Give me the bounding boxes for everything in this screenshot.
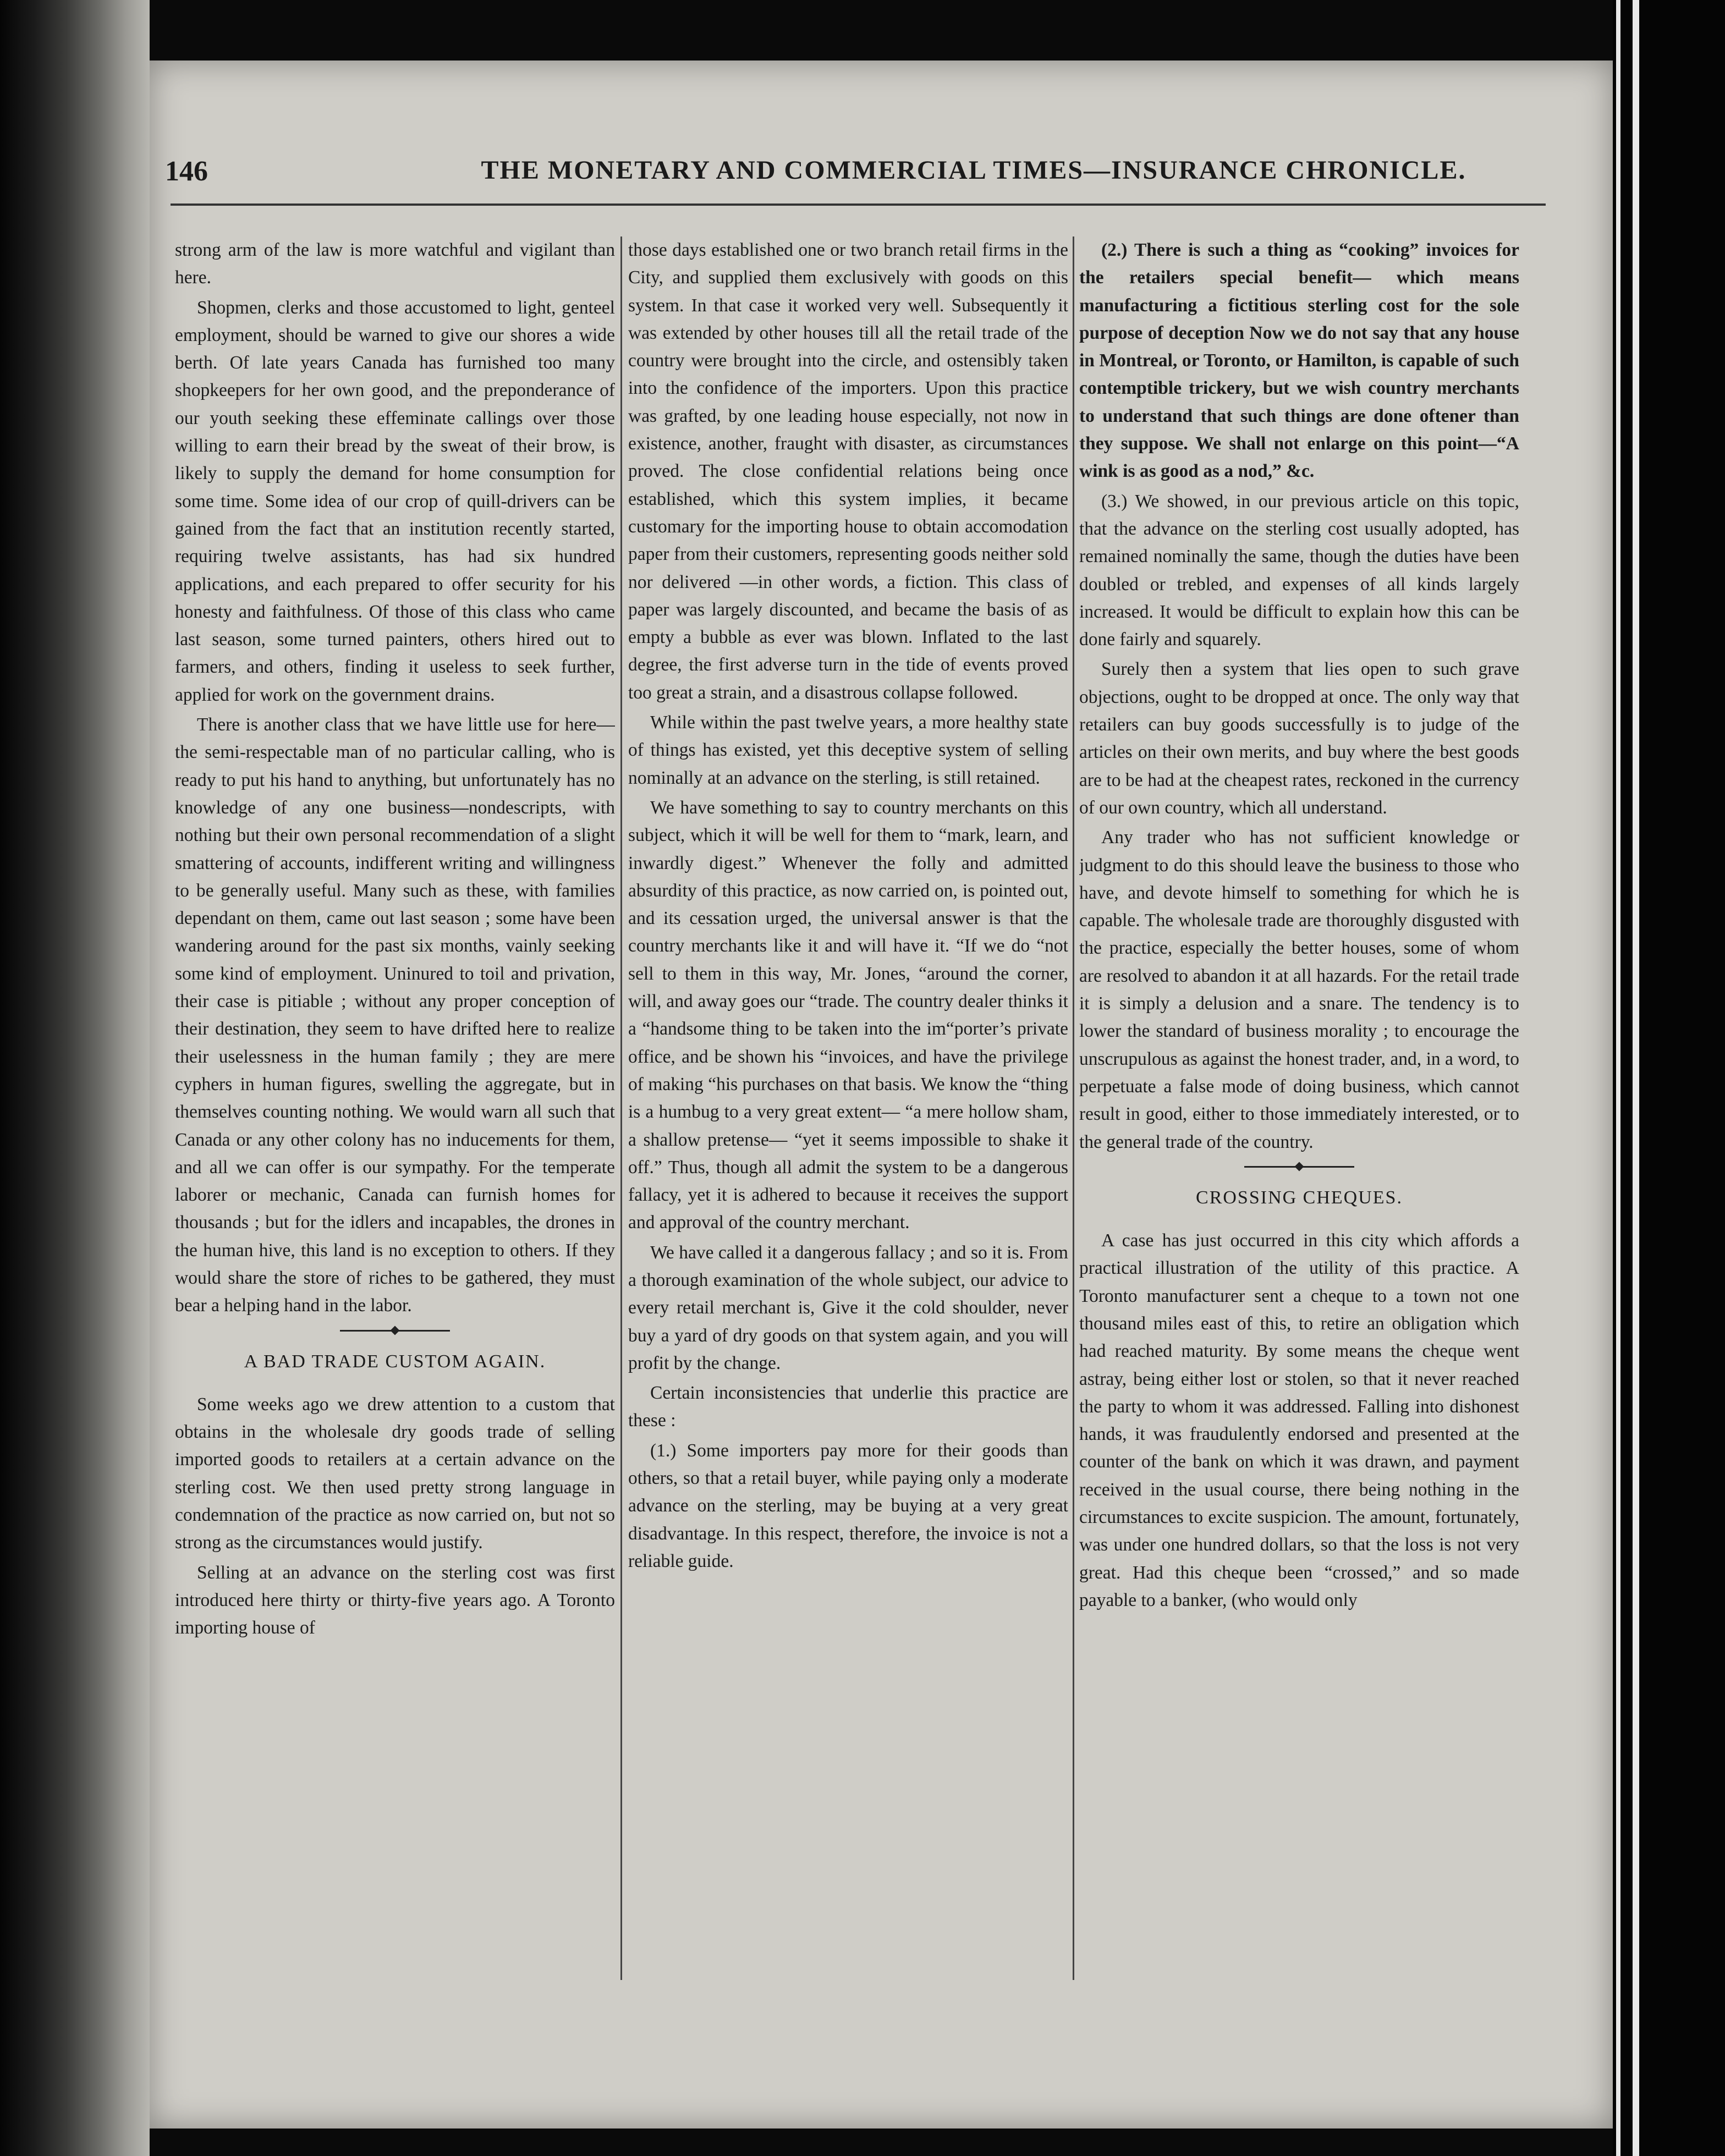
page-header bbox=[165, 155, 1573, 194]
paragraph: Any trader who has not sufficient knowledge or judgment to do this should leave the business to those who have, and devote himself to something for which he is capable. The wholesale trade are thoroughly disgusted with the practice, especially the better houses, some of whom are resolved to abandon it at all hazards. For the retail trade it is simply a delusion and a snare. The tendency is to lower the standard of business morality ; to encourage the unscrupulous as against the honest trader, and, in a word, to perpetuate a false mode of doing business, which cannot result in good, either to those immediately interested, or to the general trade of the country. bbox=[1079, 827, 1519, 1152]
column-2 bbox=[628, 237, 1068, 1980]
paragraph: We have called it a dangerous fallacy ; and so it is. From a thorough examination of the whole subject, our advice to every retail merchant is, Give it the cold shoulder, never buy a yard of dry goods on that system again, and you will profit by the change. bbox=[628, 1242, 1068, 1373]
scan-border bbox=[1613, 0, 1725, 2156]
column-1 bbox=[175, 237, 615, 1980]
paragraph: Shopmen, clerks and those accustomed to light, genteel employment, should be warned to give our shores a wide berth. Of late years Canada has furnished too many shopkeepers for her own good, and the preponderance of our youth seeking these effeminate callings over those willing to earn their bread by the sweat of their brow, is likely to supply the demand for home consumption for some time. Some idea of our crop of quill-drivers can be gained from the fact that an institution recently started, requiring twelve assistants, has had six hundred applications, and each prepared to offer security for his honesty and faithfulness. Of those of this class who came last season, some turned painters, others hired out to farmers, and others, finding it useless to seek further, applied for work on the government drains. bbox=[175, 297, 615, 705]
section-ornament bbox=[340, 1330, 450, 1332]
paragraph: (2.) There is such a thing as “cooking” invoices for the retailers special benefit— which means manufacturing a fictitious sterling cost for the sole purpose of deception Now we do not say that any house in Montreal, or Toronto, or Hamilton, is capable of such contemptible trickery, but we wish country merchants to understand that such things are done oftener than they suppose. We shall not enlarge on this point—“A wink is as good as a nod,” &c. bbox=[1079, 240, 1519, 482]
paragraph: A case has just occurred in this city which affords a practical illustration of the utility of this practice. A Toronto manufacturer sent a cheque to a town not one thousand miles east of this, to retire an obligation which had reached maturity. By some means the cheque went astray, being either lost or stolen, so that it never reached the party to whom it was addressed. Falling into dishonest hands, it was fraudulently endorsed and presented at the counter of the bank on which it was drawn, and payment received in the usual course, there being nothing in the circumstances to excite suspicion. The amount, fortunately, was under one hundred dollars, so that the loss is not very great. Had this cheque been “crossed,” and so made payable to a banker, (who would only bbox=[1079, 1230, 1519, 1610]
article-heading: CROSSING CHEQUES. bbox=[1196, 1187, 1403, 1208]
column-3 bbox=[1079, 237, 1519, 1980]
page-number: 146 bbox=[165, 156, 208, 187]
paragraph: Selling at an advance on the sterling cost was first introduced here thirty or thirty-five years ago. A Toronto importing house of bbox=[175, 1562, 615, 1638]
paragraph: Surely then a system that lies open to such grave objections, ought to be dropped at once. The only way that retailers can buy goods successfully is to judge of the articles on their own merits, and buy where the best goods are to be had at the cheapest rates, reckoned in the currency of our own country, which all understand. bbox=[1079, 659, 1519, 818]
article-heading: A BAD TRADE CUSTOM AGAIN. bbox=[244, 1351, 546, 1372]
paragraph: strong arm of the law is more watchful and vigilant than here. bbox=[175, 240, 615, 288]
paragraph: We have something to say to country merchants on this subject, which it will be well for them to “mark, learn, and inwardly digest.” Whenever the folly and admitted absurdity of this practice, as now carried on, is pointed out, and its cessation urged, the universal answer is that the country merchants like it and will have it. “If we do “not sell to them in this way, Mr. Jones, “around the corner, will, and away goes our “trade. The country dealer thinks it a “handsome thing to be taken into the im“porter’s private office, and be shown his “invoices, and have the privilege of making “his purchases on that basis. We know the “thing is a humbug to a very great extent— “a mere hollow sham, a shallow pretense— “yet it seems impossible to shake it off.” Thus, though all admit the system to be a dangerous fallacy, yet it is adhered to because it receives the support and approval of the country merchant. bbox=[628, 797, 1068, 1233]
paragraph: There is another class that we have little use for here—the semi-respectable man of no particular calling, who is ready to put his hand to anything, but unfortunately has no knowledge of any one business—nondescripts, with nothing but their own personal recommendation of a slight smattering of accounts, indifferent writing and willingness to be generally useful. Many such as these, with families dependant on them, came out last season ; some have been wandering around for the past six months, vainly seeking some kind of employment. Uninured to toil and privation, their case is pitiable ; without any proper conception of their destination, they seem to have drifted here to realize their uselessness in the human family ; they are mere cyphers in human figures, swelling the aggregate, but in themselves counting nothing. We would warn all such that Canada or any other colony has no inducements for them, and all we can offer is our sympathy. For the temperate laborer or mechanic, Canada can furnish homes for thousands ; but for the idlers and incapables, the drones in the human hive, this land is no exception to others. If they would share the store of riches to be gathered, they must bear a helping hand in the labor. bbox=[175, 714, 615, 1316]
running-title: THE MONETARY AND COMMERCIAL TIMES—INSURANCE CHRONICLE. bbox=[481, 156, 1466, 185]
section-ornament bbox=[1244, 1166, 1354, 1168]
header-rule bbox=[171, 204, 1546, 206]
column-rule bbox=[620, 237, 622, 1980]
paragraph: (1.) Some importers pay more for their goods than others, so that a retail buyer, while paying only a moderate advance on the sterling, may be buying at a very great disadvantage. In this respect, therefore, the invoice is not a reliable guide. bbox=[628, 1440, 1068, 1571]
paragraph: Some weeks ago we drew attention to a custom that obtains in the wholesale dry goods trade of selling imported goods to retailers at a certain advance on the sterling cost. We then used pretty strong language in condemnation of the practice as now carried on, but not so strong as the circumstances would justify. bbox=[175, 1394, 615, 1553]
paragraph: (3.) We showed, in our previous article on this topic, that the advance on the sterling cost usually adopted, has remained nominally the same, though the duties have been doubled or trebled, and expenses of all kinds largely increased. It would be difficult to explain how this can be done fairly and squarely. bbox=[1079, 491, 1519, 650]
paragraph: those days established one or two branch retail firms in the City, and supplied them exclusively with goods on this system. In that case it worked very well. Subsequently it was extended by other houses till all the retail trade of the country were brought into the circle, and ostensibly taken into the confidence of the importers. Upon this practice was grafted, by one leading house especially, not now in existence, another, fraught with disaster, as circumstances proved. The close confidential relations being once established, which this system implies, it became customary for the importing house to obtain accomodation paper from their customers, representing goods neither sold nor delivered —in other words, a fiction. This class of paper was largely discounted, and became the basis of as empty a bubble as ever was blown. Inflated to the last degree, the first adverse turn in the tide of events proved too great a strain, and a disastrous collapse followed. bbox=[628, 240, 1068, 703]
column-rule bbox=[1073, 237, 1074, 1980]
book-binding bbox=[0, 0, 150, 2156]
paragraph: Certain inconsistencies that underlie this practice are these : bbox=[628, 1383, 1068, 1431]
paragraph: While within the past twelve years, a more healthy state of things has existed, yet this deceptive system of selling nominally at an advance on the sterling, is still retained. bbox=[628, 712, 1068, 788]
